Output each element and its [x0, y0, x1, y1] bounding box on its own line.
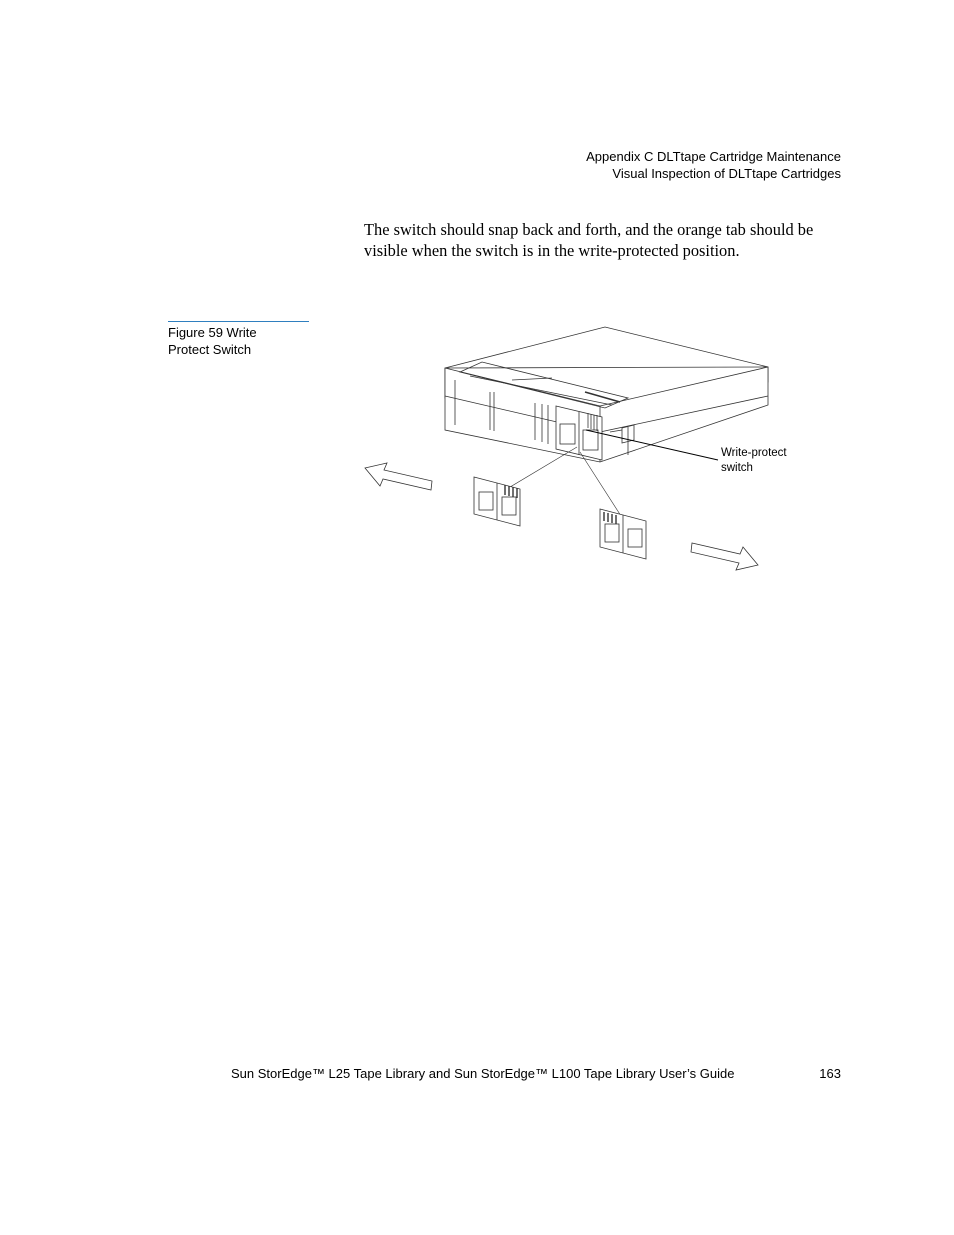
header-chapter: Appendix C DLTtape Cartridge Maintenance	[586, 149, 841, 164]
caption-rule	[168, 321, 309, 322]
body-paragraph: The switch should snap back and forth, and the orange tab should be visible when the switch is in the write-protected position.	[364, 220, 814, 260]
running-header	[586, 148, 841, 182]
footer-title: Sun StorEdge™ L25 Tape Library and Sun StorEdge™ L100 Tape Library User’s Guide	[231, 1066, 735, 1081]
header-section: Visual Inspection of DLTtape Cartridges	[612, 166, 841, 181]
switch-detail-left	[474, 477, 520, 526]
arrow-left-icon	[365, 463, 432, 490]
switch-detail-right	[600, 509, 646, 559]
figure-caption	[168, 324, 313, 358]
figure-caption-line2: Protect Switch	[168, 342, 252, 357]
figure-caption-line1: Figure 59 Write	[168, 325, 257, 340]
callout-line2: switch	[721, 462, 753, 474]
write-protect-callout	[721, 446, 787, 476]
cartridge-body	[445, 327, 768, 462]
arrow-right-icon	[691, 543, 758, 570]
page-number: 163	[819, 1066, 841, 1081]
callout-line1: Write-protect	[721, 447, 787, 459]
cartridge-illustration	[360, 320, 780, 580]
